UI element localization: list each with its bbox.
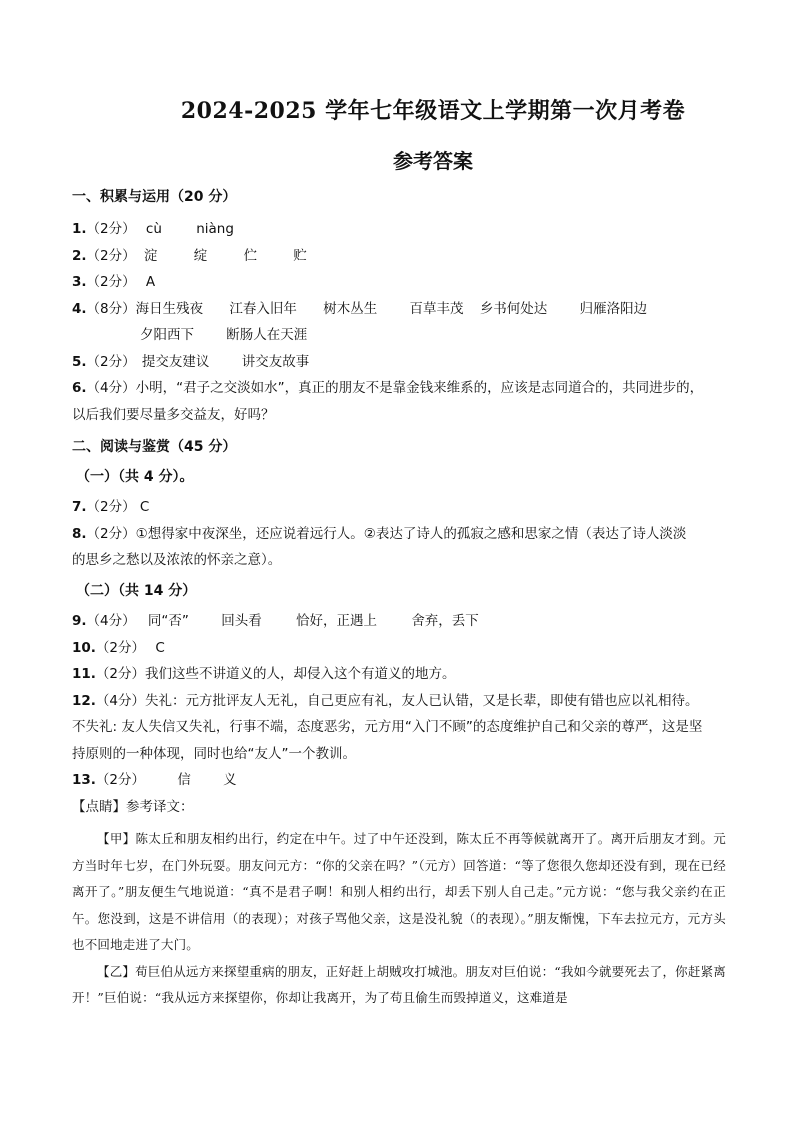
answer-q5: 5.（2分） 提交友建议 讲交友故事: [72, 353, 310, 370]
translation-yi: 【乙】荀巨伯从远方来探望重病的朋友，正好赶上胡贼攻打城池。朋友对巨伯说：“我如今就要死去了，你赶紧离开！”巨伯说：“我从远方来探望你，你却让我离开，为了苟且偷生而毁掉道义，这难道是: [72, 963, 726, 1005]
part-two-heading: （二）（共 14 分）: [76, 583, 197, 599]
answer-q12-cont1: 不失礼: 友人失信又失礼，行事不端，态度恶劣，元方用“入门不顾”的态度维护自己和父亲的尊严，这是坚: [72, 719, 703, 735]
answer-q10: 10.（2分） C: [72, 639, 165, 656]
section-accumulation: [72, 187, 726, 207]
document-subtitle: 参考答案: [393, 149, 473, 173]
part-one-heading-wrap: [72, 467, 726, 487]
answer-q4-cont: 夕阳西下 断肠人在天涯: [140, 327, 308, 343]
answer-list-3: [72, 608, 726, 820]
answer-q7: 7.（2分） C: [72, 499, 150, 515]
answer-q8-cont: 的思乡之愁以及浓浓的怀亲之意）。: [72, 552, 282, 568]
answer-q8: 8.（2分）①想得家中夜深坐，还应说着远行人。②表达了诗人的孤寂之感和思家之情（表达了诗人淡淡: [72, 525, 687, 542]
section-heading-1: 一、积累与运用（20 分）: [72, 189, 237, 205]
answer-q2: 2.（2分） 淀 绽 伫 贮: [72, 247, 307, 264]
answer-q1: 1.（2分） cù niàng: [72, 221, 234, 237]
answer-list-2: [72, 494, 726, 574]
answer-q13: 13.（2分） 信 义: [72, 772, 237, 788]
answer-q9: 9.（4分） 同“否” 回头看 恰好，正遇上 舍弃，丢下: [72, 613, 479, 629]
answer-q6-cont: 以后我们要尽量多交益友，好吗？: [72, 406, 275, 423]
answer-q12-cont2: 持原则的一种体现，同时也给“友人”一个教训。: [72, 745, 356, 762]
note-heading: 【点睛】参考译文：: [72, 798, 194, 815]
answer-q3: 3.（2分） A: [72, 274, 156, 290]
answer-q12: 12.（4分）失礼：元方批评友人无礼，自己更应有礼，友人已认错，又是长辈，即使有错也应以礼相待。: [72, 692, 699, 709]
answer-q4: 4.（8分）海日生残夜 江春入旧年 树木丛生 百草丰茂 乡书何处达 归雁洛阳边: [72, 300, 648, 317]
section-heading-2: 二、阅读与鉴赏（45 分）: [72, 439, 237, 455]
document-title: 2024-2025 学年七年级语文上学期第一次月考卷: [180, 98, 686, 124]
answer-q11: 11.（2分）我们这些不讲道义的人，却侵入这个有道义的地方。: [72, 666, 456, 682]
answer-q6: 6.（4分）小明，“君子之交淡如水”，真正的朋友不是靠金钱来维系的，应该是志同道合的，共同进步的，: [72, 380, 704, 396]
translation-block: [72, 826, 726, 1012]
section-reading: [72, 437, 726, 457]
part-two-heading-wrap: [72, 581, 726, 601]
translation-jia: 【甲】陈太丘和朋友相约出行，约定在中午。过了中午还没到，陈太丘不再等候就离开了。离开后朋友才到。元方当时年七岁，在门外玩耍。朋友问元方：“你的父亲在吗？”（元方）回答道：“等了您很久您却还没有到，现在已经离开了。”朋友便生气地说道：“真不是君子啊！和别人相约出行，却丢下别人自己走。”元方说：“您与我父亲约在正午。您没到，这是不讲信用（的表现）；对孩子骂他父亲，这是没礼貌（的表现）。”朋友惭愧，下车去拉元方，元方头也不回地走进了大门。: [72, 831, 726, 952]
part-one-heading: （一）（共 4 分）。: [76, 469, 194, 485]
answer-list-1: [72, 216, 726, 428]
